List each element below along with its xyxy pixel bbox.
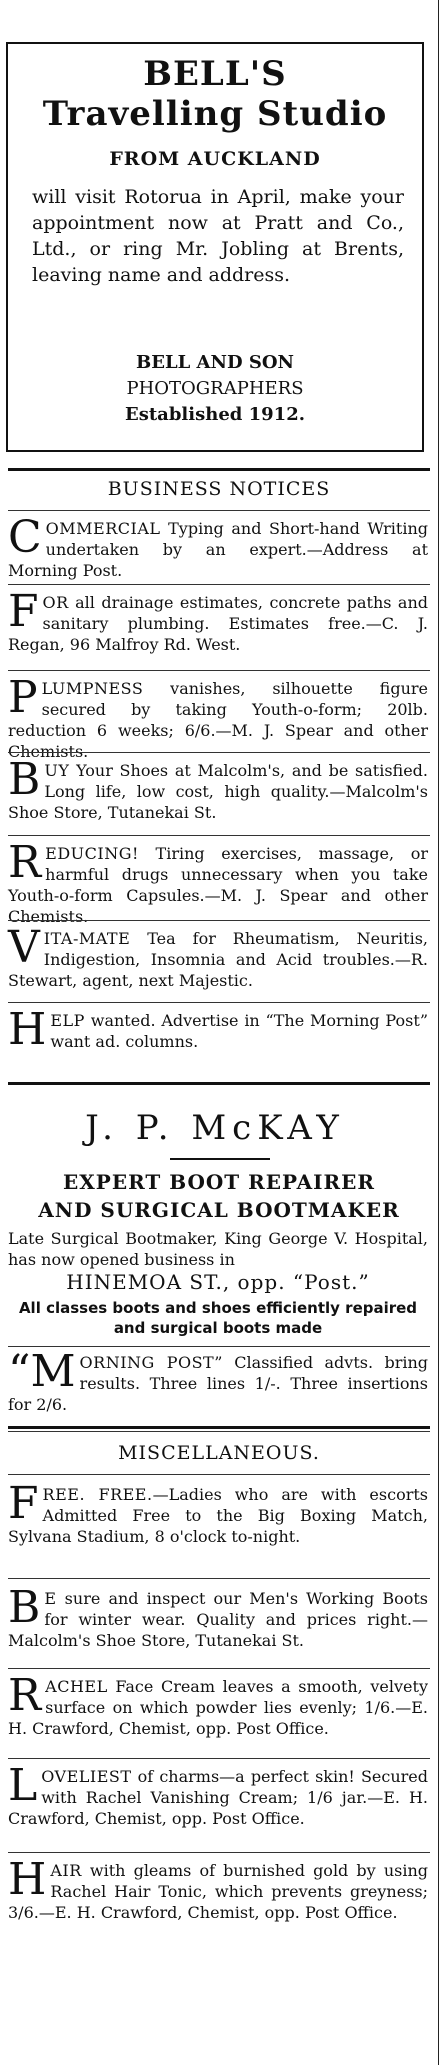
drop-cap: H xyxy=(8,1854,47,1905)
business-heading: BUSINESS NOTICES xyxy=(107,478,331,500)
mckay-line1: EXPERT BOOT REPAIRER xyxy=(63,1170,375,1194)
notice-lead: E xyxy=(44,1589,57,1608)
ad-signature xyxy=(8,350,422,428)
notice-item xyxy=(8,1760,428,1829)
notice-text: —Ladies who are with escorts Admitted Free to the Big Boxing Match, Sylvana Stadium, 8 o'clock to-night. xyxy=(8,1485,428,1546)
notice-text: of charms—a perfect skin! Secured with Rachel Vanishing Cream; 1/6 jar.—E. H. Crawford, Chemist, opp. Post Office. xyxy=(8,1767,428,1828)
notice-text: with gleams of burnished gold by using Rachel Hair Tonic, which prevents greyness; 3/6.—E. H. Crawford, Chemist, opp. Post Office. xyxy=(8,1861,428,1922)
drop-cap: L xyxy=(8,1760,38,1811)
notice-text: Classified advts. bring results. Three lines 1/-. Three insertions for 2/6. xyxy=(8,1353,428,1414)
mckay-street: HINEMOA ST., opp. “Post.” xyxy=(66,1270,370,1294)
drop-cap: V xyxy=(8,922,40,973)
notice-divider xyxy=(8,752,430,753)
classified-notice xyxy=(8,1346,428,1415)
ad-title-line2: Travelling Studio xyxy=(42,94,388,134)
notice-divider xyxy=(8,835,430,836)
section-rule xyxy=(8,510,430,511)
notice-item xyxy=(8,1582,428,1651)
notice-lead: REE. FREE. xyxy=(42,1485,153,1504)
notice-lead: ACHEL xyxy=(45,1677,108,1696)
misc-heading: MISCELLANEOUS. xyxy=(118,1442,320,1464)
notice-lead: ELP xyxy=(50,1011,85,1030)
drop-cap: B xyxy=(8,754,41,805)
notice-lead: ITA-MATE xyxy=(43,929,131,948)
notice-lead: ORNING POST” xyxy=(79,1353,223,1372)
notice-lead: OMMERCIAL xyxy=(45,519,161,538)
notice-item xyxy=(8,837,428,927)
ad-firm: BELL AND SON xyxy=(136,352,294,373)
drop-cap: C xyxy=(8,512,42,563)
bell-studio-ad xyxy=(6,42,424,452)
drop-cap: B xyxy=(8,1582,41,1633)
section-rule xyxy=(8,468,430,471)
column-divider xyxy=(438,0,439,2065)
notice-text: wanted. Advertise in “The Morning Post” want ad. columns. xyxy=(50,1011,428,1051)
mckay-services: All classes boots and shoes efficiently repaired and surgical boots made xyxy=(18,1299,418,1337)
notice-divider xyxy=(8,920,430,921)
notice-divider xyxy=(8,1578,430,1579)
notice-text: Face Cream leaves a smooth, velvety surface on which powder lies evenly; 1/6.—E. H. Crawford, Chemist, opp. Post Office. xyxy=(8,1677,428,1738)
notice-lead: EDUCING! xyxy=(45,844,139,863)
section-rule xyxy=(8,1431,430,1432)
notice-lead: OVELIEST xyxy=(41,1767,132,1786)
notice-text: Your Shoes at Malcolm's, and be satisfied. Long life, low cost, high quality.—Malcolm's Shoe Store, Tutanekai St. xyxy=(8,761,428,822)
drop-cap: P xyxy=(8,672,38,723)
ad-title-line1: BELL'S xyxy=(143,54,287,94)
drop-cap: R xyxy=(8,837,42,888)
notice-divider xyxy=(8,1852,430,1853)
notice-lead: UY xyxy=(44,761,70,780)
notice-item xyxy=(8,1854,428,1923)
ad-trade: PHOTOGRAPHERS xyxy=(126,378,304,399)
drop-cap: R xyxy=(8,1670,42,1721)
notice-text: all drainage estimates, concrete paths and sanitary plumbing. Estimates free.—C. J. Regan, 96 Malfroy Rd. West. xyxy=(8,593,428,654)
notice-item xyxy=(8,586,428,655)
notice-text: Tea for Rheumatism, Neuritis, Indigestion, Insomnia and Acid troubles.—R. Stewart, agent, next Majestic. xyxy=(8,929,428,990)
notice-divider xyxy=(8,1668,430,1669)
section-rule xyxy=(8,1082,430,1085)
notice-item xyxy=(8,672,428,762)
notice-lead: AIR xyxy=(50,1861,82,1880)
mckay-line2: AND SURGICAL BOOTMAKER xyxy=(38,1198,400,1222)
notice-item xyxy=(8,1004,428,1055)
notice-divider xyxy=(8,1002,430,1003)
notice-divider xyxy=(8,670,430,671)
ad-from: FROM AUCKLAND xyxy=(109,148,321,170)
mckay-body: Late Surgical Bootmaker, King George V. Hospital, has now opened business in xyxy=(8,1229,428,1269)
notice-item xyxy=(8,922,428,991)
notice-text: Typing and Short-hand Writing undertaken by an expert.—Address at Morning Post. xyxy=(8,519,428,580)
notice-item xyxy=(8,1670,428,1739)
notice-divider xyxy=(8,584,430,585)
section-rule xyxy=(8,1426,430,1429)
section-rule xyxy=(8,1474,430,1475)
notice-lead: OR xyxy=(42,593,69,612)
notice-divider xyxy=(8,1758,430,1759)
drop-cap: H xyxy=(8,1004,47,1055)
notice-lead: LUMPNESS xyxy=(41,679,144,698)
drop-cap: “M xyxy=(8,1346,76,1397)
mckay-name: J. P. McKAY xyxy=(85,1108,345,1148)
ad-title xyxy=(8,54,422,134)
ad-established: Established 1912. xyxy=(125,404,305,425)
notice-item xyxy=(8,754,428,823)
drop-cap: F xyxy=(8,586,39,637)
notice-item xyxy=(8,512,428,581)
notice-text: sure and inspect our Men's Working Boots for winter wear. Quality and prices right.—Malcolm's Shoe Store, Tutanekai St. xyxy=(8,1589,428,1650)
mckay-short-rule xyxy=(170,1158,270,1160)
drop-cap: F xyxy=(8,1478,39,1529)
notice-item xyxy=(8,1478,428,1547)
notice-text: Tiring exercises, massage, or harmful drugs unnecessary when you take Youth-o-form Capsules.—M. J. Spear and other Chemists. xyxy=(8,844,428,926)
notice-text: vanishes, silhouette figure secured by taking Youth-o-form; 20lb. reduction 6 weeks; 6/6.—M. J. Spear and other Chemists. xyxy=(8,679,428,761)
ad-body: will visit Rotorua in April, make your appointment now at Pratt and Co., Ltd., or ring Mr. Jobling at Brents, leaving name and address. xyxy=(32,186,404,286)
